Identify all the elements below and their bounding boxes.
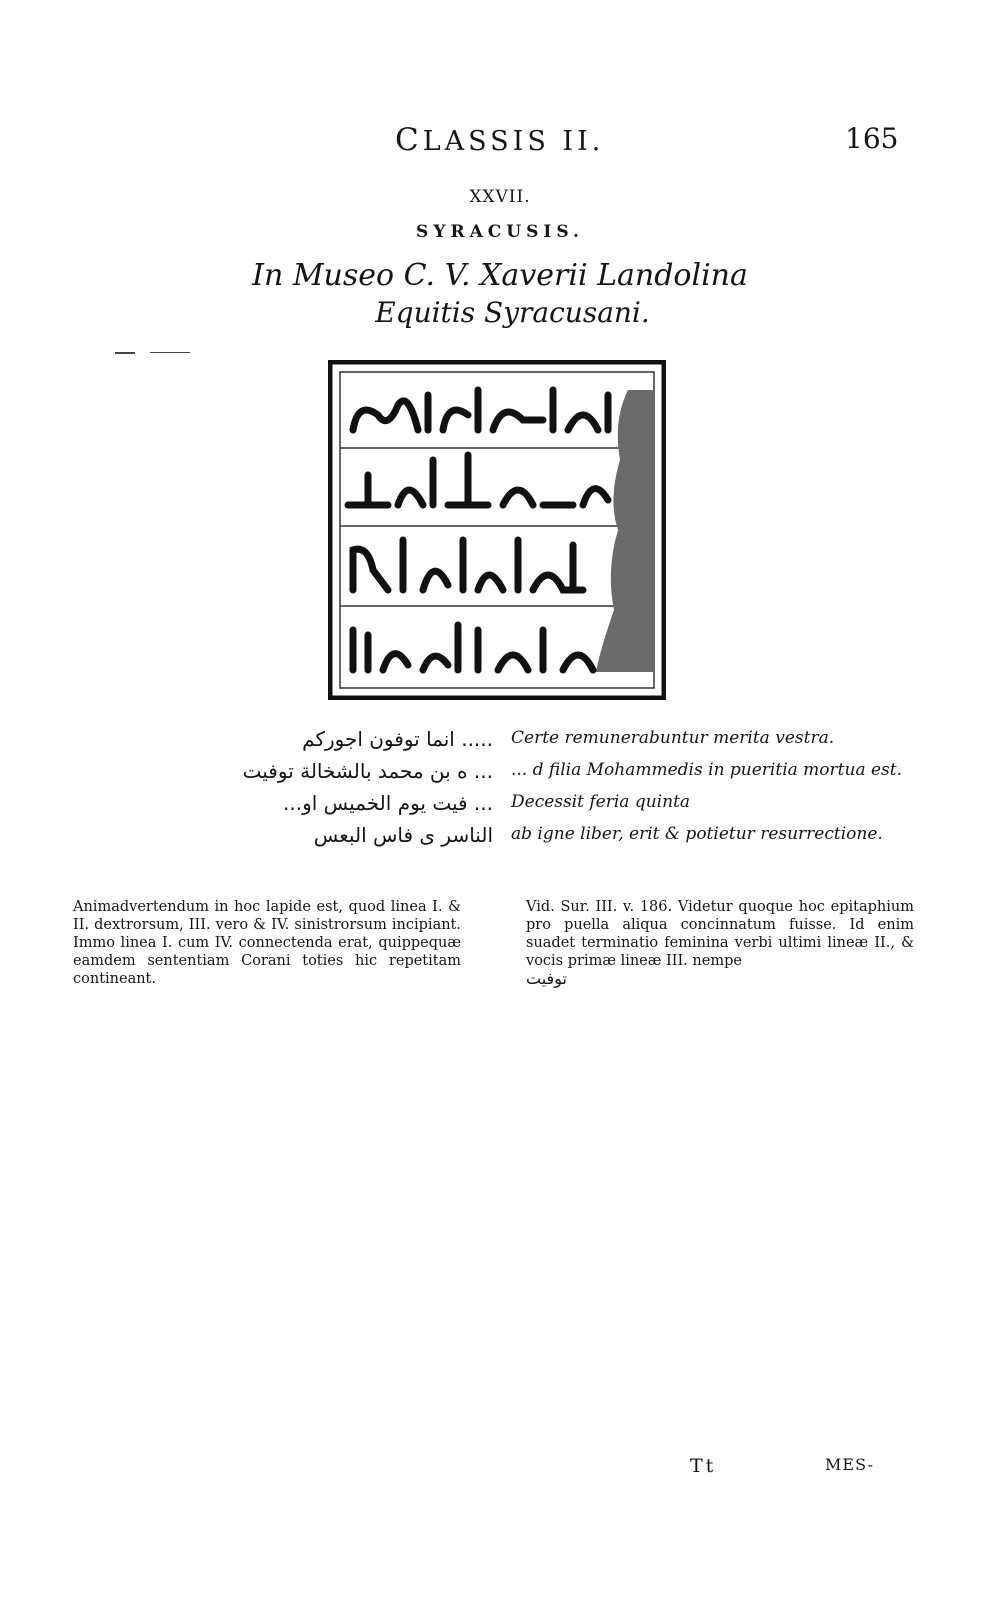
inscription-image [328,360,666,700]
page-number: 165 [845,122,899,155]
note-left: Animadvertendum in hoc lapide est, quod linea I. & II. dextrorsum, III. vero & IV. sinistrorsum incipiant. Immo linea I. cum IV. connectenda erat, quippequæ eamdem sententiam Corani toties hic repetitam contineant. [73,899,461,987]
note-right-text: Vid. Sur. III. v. 186. Videtur quoque hoc epitaphium pro puella aliqua concinnatum fuisse. Id enim suadet terminatio feminina verbi ultimi lineæ II., & vocis primæ lineæ III. nempe [526,899,914,969]
note-right [526,898,914,988]
dash-mark [115,352,135,354]
place-heading: SYRACUSIS. [416,222,584,242]
arabic-line-4: الناسر ى فاس البعس [313,823,493,847]
museum-line-2: Equitis Syracusani. [375,296,650,329]
signature-mark: Tt [690,1455,717,1477]
inscription-number: XXVII. [469,187,531,207]
note-right-arabic-word: توفيت [526,969,567,988]
latin-line-4: ab igne liber, erit & potietur resurrectione. [511,824,883,844]
dash-mark [150,352,190,353]
arabic-line-2: ... ه بن محمد بالشخالة توفيت [242,759,493,783]
museum-line-1: In Museo C. V. Xaverii Landolina [252,258,748,293]
latin-line-1: Certe remunerabuntur merita vestra. [511,728,835,748]
running-title: CLASSIS II. [395,122,605,158]
arabic-line-3: ... فيت يوم الخميس او... [283,791,493,815]
latin-line-3: Decessit feria quinta [511,792,691,812]
arabic-line-1: ..... انما توفون اجوركم [302,727,493,751]
latin-line-2: ... d filia Mohammedis in pueritia mortua est. [511,760,902,780]
catchword: MES- [825,1455,875,1474]
